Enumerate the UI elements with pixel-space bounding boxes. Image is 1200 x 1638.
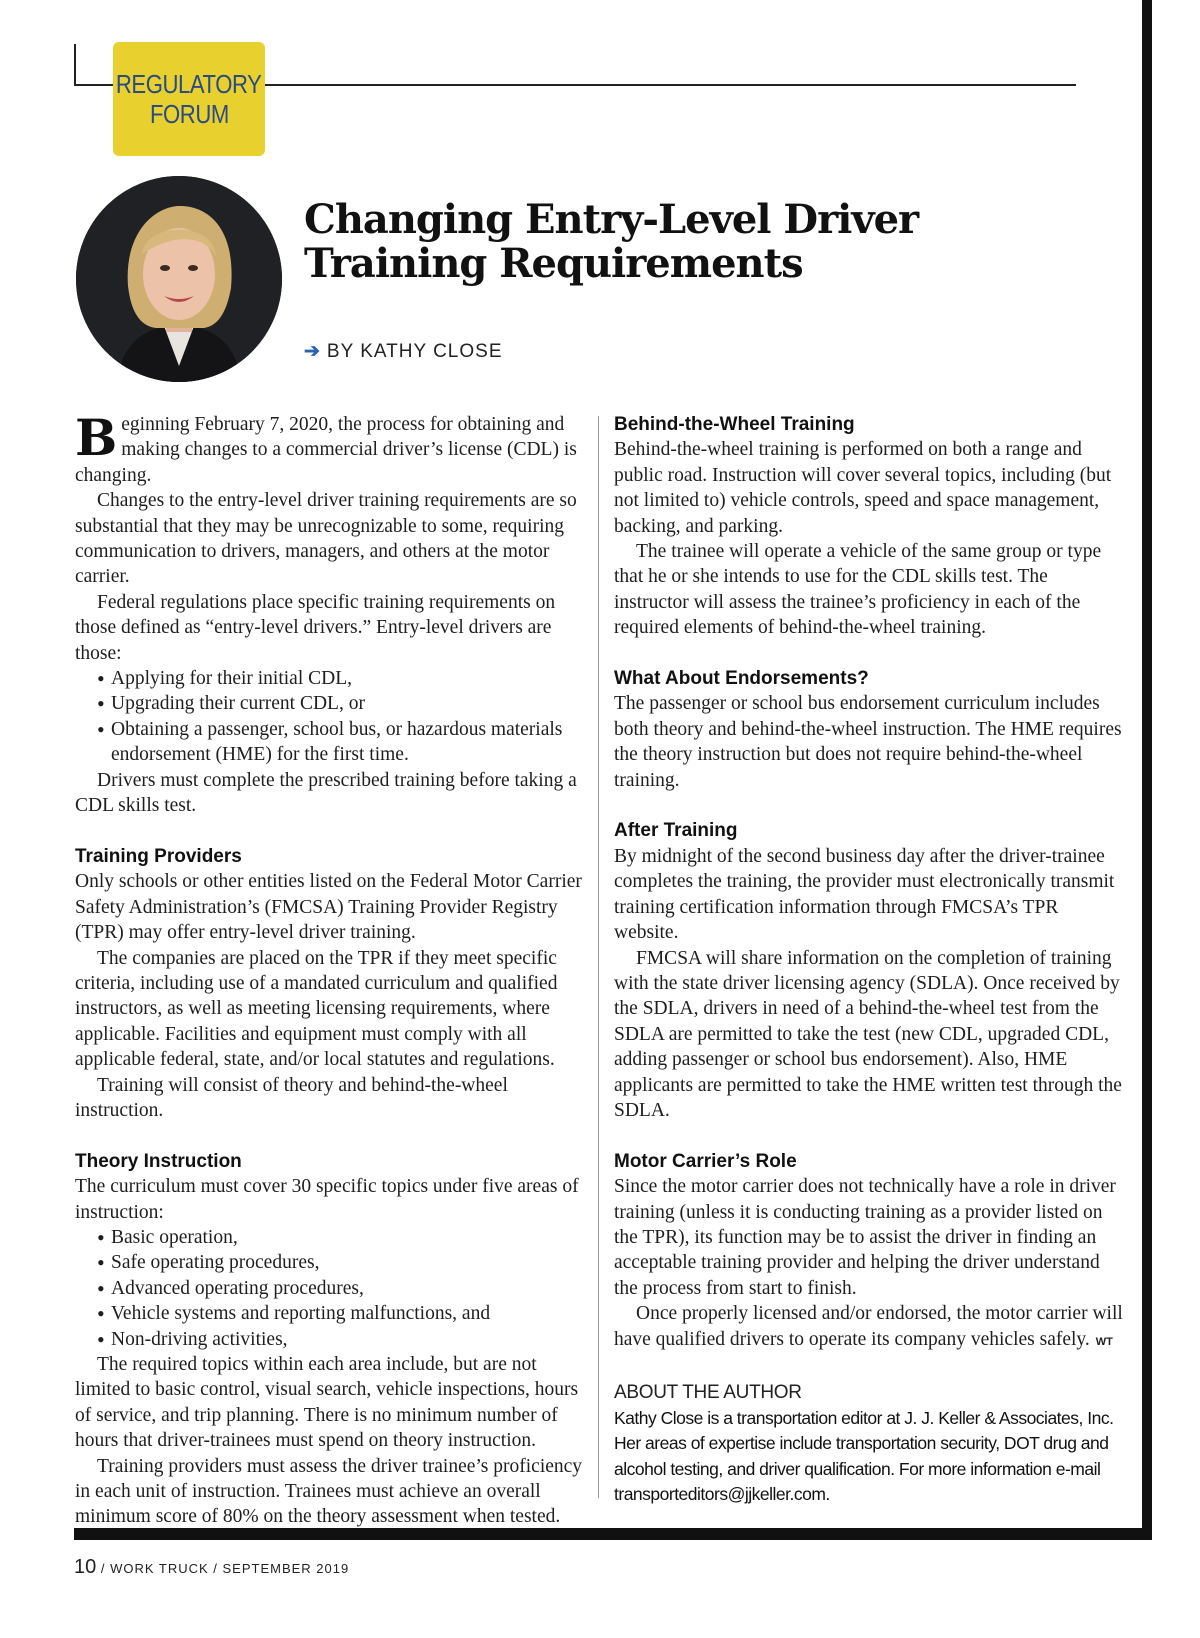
list-item: • Advanced operating procedures, [97,1276,585,1301]
theory-paragraph-2: The required topics within each area include, but are not limited to basic control, visual search, vehicle inspections, hours of service, and trip planning. There is no minimum number of hours that driver-trainees must spend on theory instruction. [75,1354,579,1452]
list-item: • Non-driving activities, [97,1327,585,1352]
intro-paragraph-1-text: eginning February 7, 2020, the process for obtaining and making changes to a commercial driver’s license (CDL) is changing. [75,414,577,486]
intro-paragraph-1 [75,408,585,488]
right-column [614,412,1124,1507]
author-bio: Kathy Close is a transportation editor at J. J. Keller & Associates, Inc. Her areas of expertise include transportation security, DOT drug and alcohol testing, and driver qualification. For more information e-mail transporteditors@jjkeller.com. [614,1407,1114,1504]
providers-paragraph-2: The companies are placed on the TPR if they meet specific criteria, including use of a mandated curriculum and qualified instructors, as well as meeting licensing requirements, where applicable. Facilities and equipment must comply with all applicable federal, state, and/or local statutes and regulations. [75,947,558,1071]
section-heading-training-providers: Training Providers [75,845,242,867]
page-border-right [1142,0,1152,1540]
drop-cap: B [75,408,118,467]
about-author-heading: ABOUT THE AUTHOR [614,1382,802,1404]
carrier-paragraph-2 [614,1301,1124,1355]
page-title [304,198,944,286]
providers-paragraph-1: Only schools or other entities listed on the Federal Motor Carrier Safety Administration’s (FMCSA) Training Provider Registry (TPR) may offer entry-level driver training. [75,871,582,944]
list-item: • Applying for their initial CDL, [97,666,585,691]
section-heading-theory-instruction: Theory Instruction [75,1150,242,1172]
byline [304,340,503,363]
section-tag-line1: REGULATORY [116,69,262,99]
headline-line1: Changing Entry-Level Driver [304,196,919,243]
byline-text: BY KATHY CLOSE [326,341,503,362]
page-footer [74,1556,349,1579]
theory-areas-list [75,1225,585,1352]
providers-paragraph-3: Training will consist of theory and behind-the-wheel instruction. [75,1074,508,1121]
section-tag [113,42,265,156]
list-item: • Basic operation, [97,1225,585,1250]
list-item: • Safe operating procedures, [97,1250,585,1275]
list-item: • Vehicle systems and reporting malfunctions, and [97,1301,585,1326]
arrow-right-icon: ➔ [304,341,321,362]
section-heading-motor-carrier-role: Motor Carrier’s Role [614,1150,797,1172]
section-heading-after-training: After Training [614,820,738,842]
endorsements-paragraph: The passenger or school bus endorsement curriculum includes both theory and behind-the-wheel instruction. The HME requires the theory instruction but does not require behind-the-wheel training. [614,693,1122,791]
carrier-paragraph-2-text: Once properly licensed and/or endorsed, the motor carrier will have qualified drivers to operate its company vehicles safely. [614,1303,1123,1350]
author-portrait-illustration [76,176,282,382]
entry-level-list [75,666,585,768]
list-item: • Upgrading their current CDL, or [97,691,585,716]
theory-paragraph-3: Training providers must assess the driver trainee’s proficiency in each unit of instruction. Trainees must achieve an overall minimum score of 80% on the theory assessment when tested. [75,1455,583,1528]
intro-paragraph-4: Drivers must complete the prescribed training before taking a CDL skills test. [75,769,577,817]
intro-paragraph-2: Changes to the entry-level driver training requirements are so substantial that they may be unrecognizable to some, requiring communication to drivers, managers, and others at the motor carrier. [75,490,577,588]
list-item: • Obtaining a passenger, school bus, or hazardous materials endorsement (HME) for the first time. [97,717,585,768]
end-mark: WT [1095,1335,1113,1348]
after-paragraph-2: FMCSA will share information on the completion of training with the state driver licensing agency (SDLA). Once received by the SDLA, drivers in need of a behind-the-wheel test from the SDLA are permitted to take the test (new CDL, upgraded CDL, adding passenger or school bus endorsement). Also, HME applicants are permitted to take the HME written test through the SDLA. [614,947,1122,1121]
page-number: 10 [74,1556,97,1578]
theory-paragraph-1: The curriculum must cover 30 specific topics under five areas of instruction: [75,1176,579,1223]
section-tag-line2: FORUM [149,99,229,129]
section-heading-behind-the-wheel: Behind-the-Wheel Training [614,414,855,435]
after-paragraph-1: By midnight of the second business day after the driver-trainee completes the training, the provider must electronically transmit training certification information through FMCSA’s TPR website. [614,845,1115,944]
btw-paragraph-2: The trainee will operate a vehicle of the same group or type that he or she intends to use for the CDL skills test. The instructor will assess the trainee’s proficiency in each of the required elements of behind-the-wheel training. [614,541,1102,639]
carrier-paragraph-1: Since the motor carrier does not technically have a role in driver training (unless it is conducting training as a provider listed on the TPR), its function may be to assist the driver in finding an acceptable training provider and helping the driver understand the process from start to finish. [614,1176,1116,1299]
section-heading-endorsements: What About Endorsements? [614,668,869,690]
header-rule-vertical [74,44,76,86]
btw-paragraph-1: Behind-the-wheel training is performed on both a range and public road. Instruction will cover several topics, including (but not limited to) vehicle controls, speed and space management, backing, and parking. [614,439,1112,537]
magazine-issue: / WORK TRUCK / SEPTEMBER 2019 [96,1561,350,1576]
intro-paragraph-3: Federal regulations place specific training requirements on those defined as “entry-level drivers.” Entry-level drivers are those: [75,591,556,664]
left-column [75,408,585,1530]
author-portrait [76,176,282,382]
headline-line2: Training Requirements [304,240,803,287]
column-divider [598,416,599,1498]
